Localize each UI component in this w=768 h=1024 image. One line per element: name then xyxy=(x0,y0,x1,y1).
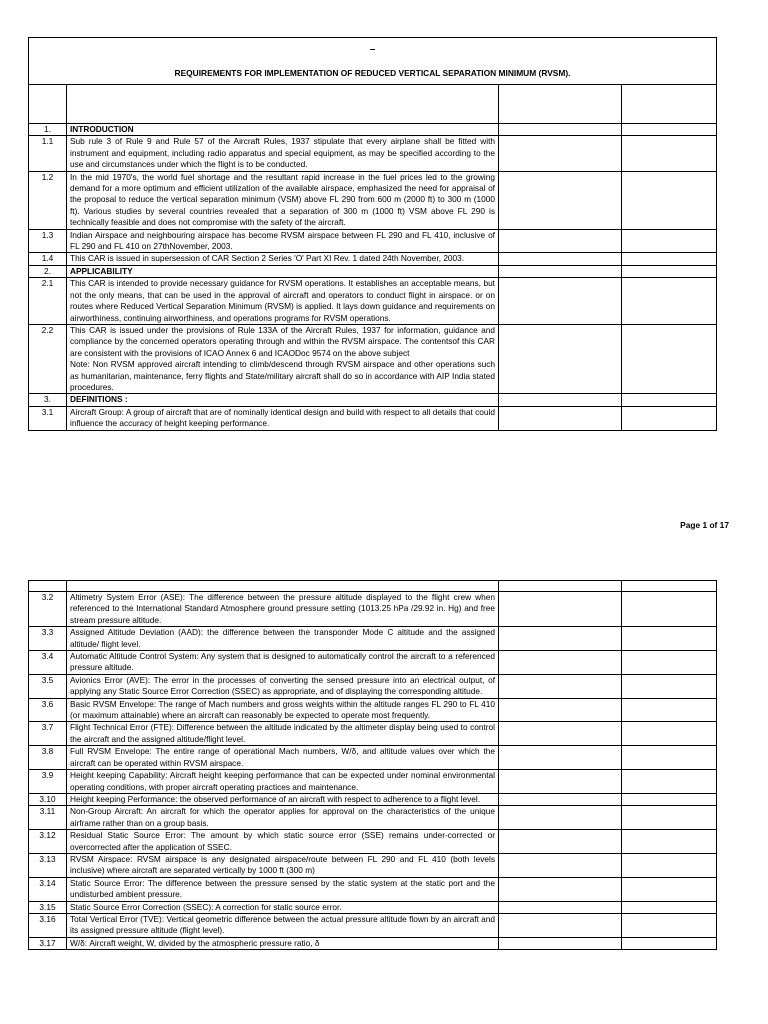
section-heading xyxy=(67,394,499,406)
title-row xyxy=(29,38,717,85)
compliance-cell xyxy=(499,124,622,136)
clause-number: 3.1 xyxy=(29,406,67,430)
clause-body: This CAR is issued under the provisions of Rule 133A of the Aircraft Rules, 1937 for information, guidance and compliance by the concerned operators operating through and within the RVSM airspace. The contentsof this CAR are consistent with the provisions of ICAO Annex 6 and ICAODoc 9574 on the above subject xyxy=(70,324,495,358)
compliance-cell xyxy=(499,265,622,277)
compliance-cell xyxy=(499,674,622,698)
clause-text xyxy=(67,136,499,171)
clause-row xyxy=(29,853,717,877)
blank-cell xyxy=(29,581,67,592)
remarks-cell xyxy=(622,253,717,265)
clause-text xyxy=(67,406,499,430)
compliance-cell xyxy=(499,136,622,171)
clause-body: In the mid 1970's, the world fuel shortage and the resultant rapid increase in the fuel prices led to the growing demand for a more optimum and efficient utilization of the available airspace, emphasized the need for appraisal of the proposal to reduce the vertical separation minimum (VSM) above FL 290 from 600 m (2000 ft) to 300 m (1000 ft). Various studies by several countries revealed that a separation of 300 m (1000 ft) VSM above FL 290 is technically feasible and does not compromise with the safety of the aircraft. xyxy=(70,171,495,228)
section-heading-row xyxy=(29,394,717,406)
clause-body: Sub rule 3 of Rule 9 and Rule 57 of the Aircraft Rules, 1937 stipulate that every airplane shall be fitted with instrument and equipment, including radio apparatus and special equipment, as may be specified according to the use and circumstances under which the flight is to be conducted. xyxy=(70,136,495,170)
remarks-cell xyxy=(622,124,717,136)
clause-text xyxy=(67,171,499,229)
compliance-cell xyxy=(499,651,622,675)
blank-cell xyxy=(622,85,717,124)
clause-body: Full RVSM Envelope: The entire range of operational Mach numbers, W/δ, and altitude values over which the aircraft can be operated within RVSM airspace. xyxy=(70,746,495,768)
clause-body: Altimetry System Error (ASE): The difference between the pressure altitude displayed to the flight crew when referenced to the International Standard Atmosphere ground pressure setting (1013.25 hPa /29.92 in. Hg) and free stream pressure altitude. xyxy=(70,592,495,625)
compliance-cell xyxy=(499,793,622,805)
clause-row xyxy=(29,877,717,901)
document-page-1 xyxy=(28,37,716,431)
clause-text xyxy=(67,229,499,253)
blank-cell xyxy=(29,85,67,124)
clause-row xyxy=(29,651,717,675)
blank-cell xyxy=(622,581,717,592)
compliance-cell xyxy=(499,698,622,722)
clause-body: Flight Technical Error (FTE): Difference between the altitude indicated by the altimeter display being used to control the aircraft and the assigned altitude/flight level. xyxy=(70,722,495,744)
clause-number: 3.12 xyxy=(29,830,67,854)
clause-body: This CAR is issued in supersession of CAR Section 2 Series 'O' Part XI Rev. 1 dated 24th November, 2003. xyxy=(70,253,465,264)
clause-number: 3.9 xyxy=(29,770,67,794)
document-title-cell xyxy=(29,38,717,85)
remarks-cell xyxy=(622,806,717,830)
clause-row xyxy=(29,901,717,913)
clause-row xyxy=(29,406,717,430)
clause-number: 3.14 xyxy=(29,877,67,901)
clause-number: 1.2 xyxy=(29,171,67,229)
clause-body: DEFINITIONS : xyxy=(70,394,128,405)
compliance-cell xyxy=(499,746,622,770)
section-heading xyxy=(67,124,499,136)
compliance-cell xyxy=(499,901,622,913)
clause-number: 3.11 xyxy=(29,806,67,830)
clause-text xyxy=(67,830,499,854)
clause-number: 1.3 xyxy=(29,229,67,253)
clause-number: 3. xyxy=(29,394,67,406)
clause-row xyxy=(29,674,717,698)
clause-row xyxy=(29,171,717,229)
remarks-cell xyxy=(622,171,717,229)
section-heading-row xyxy=(29,124,717,136)
section-heading xyxy=(67,265,499,277)
clause-row xyxy=(29,627,717,651)
clause-text xyxy=(67,793,499,805)
clause-text xyxy=(67,901,499,913)
remarks-cell xyxy=(622,229,717,253)
document-page-2 xyxy=(28,580,716,950)
clause-row xyxy=(29,253,717,265)
blank-cell xyxy=(499,581,622,592)
remarks-cell xyxy=(622,770,717,794)
clause-row xyxy=(29,722,717,746)
clause-number: 3.2 xyxy=(29,592,67,627)
clause-row xyxy=(29,229,717,253)
compliance-cell xyxy=(499,394,622,406)
clause-body: Residual Static Source Error: The amount by which static source error (SSE) remains under-corrected or overcorrected after the application of SSEC. xyxy=(70,830,495,852)
clause-body: Non-Group Aircraft: An aircraft for which the operator applies for approval on the characteristics of the unique airframe rather than on a group basis. xyxy=(70,806,495,828)
clause-body: Indian Airspace and neighbouring airspace has become RVSM airspace between FL 290 and FL 410, inclusive of FL 290 and FL 410 on 27thNovember, 2003. xyxy=(70,229,495,252)
page-2-table xyxy=(28,580,717,950)
compliance-cell xyxy=(499,171,622,229)
remarks-cell xyxy=(622,674,717,698)
clause-text xyxy=(67,253,499,265)
clause-body: Static Source Error Correction (SSEC): A correction for static source error. xyxy=(70,901,342,912)
clause-row xyxy=(29,746,717,770)
title-dash: – xyxy=(369,44,376,55)
remarks-cell xyxy=(622,698,717,722)
remarks-cell xyxy=(622,901,717,913)
clause-number: 3.13 xyxy=(29,853,67,877)
clause-row xyxy=(29,937,717,949)
clause-text xyxy=(67,698,499,722)
clause-row xyxy=(29,913,717,937)
remarks-cell xyxy=(622,592,717,627)
clause-body: APPLICABILITY xyxy=(70,265,133,276)
blank-header-row xyxy=(29,85,717,124)
clause-body: INTRODUCTION xyxy=(70,124,134,134)
clause-number: 3.5 xyxy=(29,674,67,698)
clause-text xyxy=(67,674,499,698)
page-number: Page 1 of 17 xyxy=(680,520,729,530)
remarks-cell xyxy=(622,651,717,675)
remarks-cell xyxy=(622,406,717,430)
clause-body: Aircraft Group: A group of aircraft that are of nominally identical design and build with respect to all details that could influence the accuracy of height keeping performance. xyxy=(70,406,495,429)
remarks-cell xyxy=(622,793,717,805)
clause-body: Height keeping Performance: the observed performance of an aircraft with respect to adherence to a flight level. xyxy=(70,793,480,804)
remarks-cell xyxy=(622,746,717,770)
clause-row xyxy=(29,770,717,794)
clause-text xyxy=(67,627,499,651)
compliance-cell xyxy=(499,830,622,854)
remarks-cell xyxy=(622,722,717,746)
clause-row xyxy=(29,806,717,830)
compliance-cell xyxy=(499,406,622,430)
remarks-cell xyxy=(622,913,717,937)
compliance-cell xyxy=(499,770,622,794)
remarks-cell xyxy=(622,627,717,651)
clause-body: W/δ: Aircraft weight, W, divided by the atmospheric pressure ratio, δ xyxy=(70,937,320,948)
clause-number: 1.1 xyxy=(29,136,67,171)
compliance-cell xyxy=(499,853,622,877)
clause-number: 3.7 xyxy=(29,722,67,746)
clause-number: 1. xyxy=(29,124,67,136)
clause-number: 2.2 xyxy=(29,324,67,393)
clause-text xyxy=(67,806,499,830)
clause-number: 2.1 xyxy=(29,278,67,325)
clause-text xyxy=(67,746,499,770)
compliance-cell xyxy=(499,229,622,253)
clause-number: 3.8 xyxy=(29,746,67,770)
clause-text xyxy=(67,770,499,794)
compliance-cell xyxy=(499,877,622,901)
clause-body: RVSM Airspace: RVSM airspace is any designated airspace/route between FL 290 and FL 410 (both levels inclusive) where aircraft are separated vertically by 1000 ft (300 m) xyxy=(70,853,495,876)
clause-number: 1.4 xyxy=(29,253,67,265)
remarks-cell xyxy=(622,265,717,277)
clause-number: 3.16 xyxy=(29,913,67,937)
clause-row xyxy=(29,793,717,805)
compliance-cell xyxy=(499,592,622,627)
remarks-cell xyxy=(622,853,717,877)
remarks-cell xyxy=(622,937,717,949)
document-title: REQUIREMENTS FOR IMPLEMENTATION OF REDUCED VERTICAL SEPARATION MINIMUM (RVSM). xyxy=(174,68,571,78)
clause-number: 3.15 xyxy=(29,901,67,913)
clause-body: Static Source Error: The difference between the pressure sensed by the static system at the static port and the undisturbed ambient pressure. xyxy=(70,877,495,900)
clause-text xyxy=(67,651,499,675)
clause-number: 3.17 xyxy=(29,937,67,949)
remarks-cell xyxy=(622,394,717,406)
blank-header-row xyxy=(29,581,717,592)
blank-cell xyxy=(67,581,499,592)
clause-body: Height keeping Capability: Aircraft height keeping performance that can be expected under nominal environmental operating conditions, with proper aircraft operating practices and maintenance. xyxy=(70,770,495,792)
compliance-cell xyxy=(499,937,622,949)
remarks-cell xyxy=(622,830,717,854)
clause-row xyxy=(29,278,717,325)
clause-number: 3.3 xyxy=(29,627,67,651)
remarks-cell xyxy=(622,136,717,171)
clause-text xyxy=(67,592,499,627)
clause-body: Assigned Altitude Deviation (AAD): the difference between the transponder Mode C altitude and the assigned altitude/ flight level. xyxy=(70,627,495,649)
clause-body: Automatic Altitude Control System: Any system that is designed to automatically control the aircraft to a referenced pressure altitude. xyxy=(70,651,495,673)
clause-number: 2. xyxy=(29,265,67,277)
clause-body: Avionics Error (AVE): The error in the processes of converting the sensed pressure into an electrical output, of applying any Static Source Error Correction (SSEC) as appropriate, and of displaying the corresponding altitude. xyxy=(70,674,495,697)
blank-cell xyxy=(499,85,622,124)
clause-note: Note: Non RVSM approved aircraft intending to climb/descend through RVSM airspace and other operations such as humanitarian, maintenance, ferry flights and State/military aircraft shall do so in accordance with AIP India stated procedures. xyxy=(70,359,495,392)
clause-row xyxy=(29,698,717,722)
blank-cell xyxy=(67,85,499,124)
clause-row xyxy=(29,136,717,171)
compliance-cell xyxy=(499,627,622,651)
clause-row xyxy=(29,324,717,393)
clause-row xyxy=(29,830,717,854)
clause-text xyxy=(67,937,499,949)
clause-text xyxy=(67,913,499,937)
clause-body: Total Vertical Error (TVE): Vertical geometric difference between the actual pressure altitude flown by an aircraft and its assigned pressure altitude (flight level). xyxy=(70,913,495,936)
compliance-cell xyxy=(499,722,622,746)
compliance-cell xyxy=(499,806,622,830)
clause-body: Basic RVSM Envelope: The range of Mach numbers and gross weights within the altitude ranges FL 290 to FL 410 (or maximum attainable) where an aircraft can reasonably be expected to operate most frequently. xyxy=(70,698,495,721)
compliance-cell xyxy=(499,913,622,937)
clause-text xyxy=(67,324,499,393)
remarks-cell xyxy=(622,877,717,901)
compliance-cell xyxy=(499,278,622,325)
compliance-cell xyxy=(499,253,622,265)
clause-text xyxy=(67,853,499,877)
page-1-table xyxy=(28,37,717,431)
clause-text xyxy=(67,877,499,901)
clause-body: This CAR is intended to provide necessary guidance for RVSM operations. It establishes an acceptable means, but not the only means, that can be used in the approval of aircraft and operators to conduct flight in airspace. or on routes where Reduced Vertical Separation Minimum (RVSM) is applied. It lays down guidance and requirements on airworthiness, continuing airworthiness, and operations programs for RVSM operations. xyxy=(70,278,495,323)
clause-number: 3.4 xyxy=(29,651,67,675)
clause-row xyxy=(29,592,717,627)
remarks-cell xyxy=(622,278,717,325)
clause-text xyxy=(67,278,499,325)
compliance-cell xyxy=(499,324,622,393)
section-heading-row xyxy=(29,265,717,277)
clause-number: 3.6 xyxy=(29,698,67,722)
remarks-cell xyxy=(622,324,717,393)
clause-text xyxy=(67,722,499,746)
clause-number: 3.10 xyxy=(29,793,67,805)
